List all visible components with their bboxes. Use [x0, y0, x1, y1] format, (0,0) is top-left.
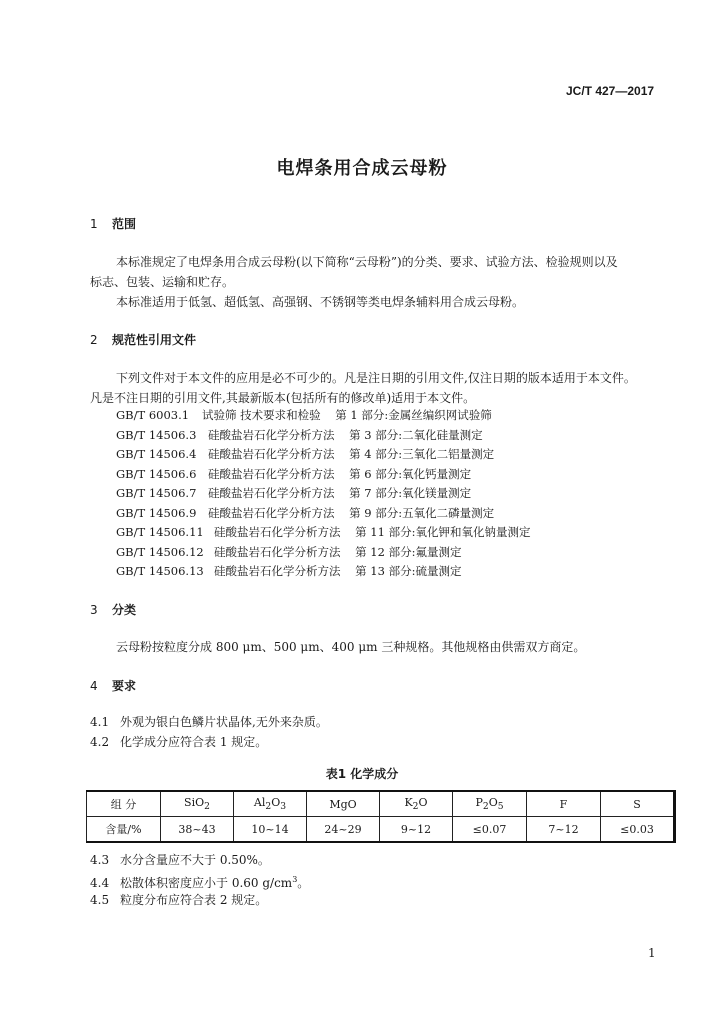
reference-item [116, 484, 530, 504]
formula-text: F [559, 797, 568, 811]
table-cell: ≤0.03 [601, 817, 675, 843]
requirement-text: 外观为银白色鳞片状晶体,无外来杂质。 [120, 715, 328, 729]
scope-paragraph-1-line-2: 标志、包装、运输和贮存。 [90, 275, 235, 289]
formula-text: P [475, 795, 483, 809]
requirement-item [90, 890, 267, 910]
section-number: 1 [90, 217, 98, 231]
reference-item [116, 426, 530, 446]
reference-title: 硅酸盐岩石化学分析方法 [208, 427, 335, 442]
component-s [601, 791, 675, 817]
formula-text: S [633, 797, 641, 811]
reference-item [116, 562, 530, 582]
requirement-number: 4.1 [90, 715, 110, 729]
component-p2o5 [453, 791, 527, 817]
section-heading-scope [90, 215, 136, 232]
requirement-number: 4.4 [90, 876, 110, 890]
scope-paragraph-1-line-1: 本标准规定了电焊条用合成云母粉(以下简称“云母粉”)的分类、要求、试验方法、检验规则以及 [116, 255, 618, 269]
formula-text: O [271, 795, 281, 809]
reference-title: 硅酸盐岩石化学分析方法 [208, 505, 335, 520]
reference-item [116, 406, 530, 426]
superscript: 3 [292, 875, 298, 884]
section-title: 要求 [112, 679, 137, 693]
reference-code: GB/T 14506.4 [116, 447, 197, 461]
reference-part: 第 7 部分:氧化镁量测定 [349, 486, 472, 500]
formula-text: O [488, 795, 498, 809]
reference-item [116, 445, 530, 465]
section-heading-requirements [90, 677, 136, 694]
reference-title: 硅酸盐岩石化学分析方法 [214, 525, 341, 539]
reference-item [116, 504, 530, 524]
section-title: 规范性引用文件 [112, 333, 197, 347]
table-row-header: 组 分 [87, 791, 161, 817]
normative-intro-line-2: 凡是不注日期的引用文件,其最新版本(包括所有的修改单)适用于本文件。 [90, 391, 476, 405]
formula-text: O [418, 795, 428, 809]
reference-part: 第 6 部分:氧化钙量测定 [349, 466, 472, 481]
reference-item [116, 465, 530, 485]
reference-item [116, 543, 530, 563]
formula-subscript: 2 [482, 801, 489, 813]
formula-subscript: 5 [497, 801, 504, 813]
component-f [527, 791, 601, 817]
reference-title: 硅酸盐岩石化学分析方法 [214, 564, 341, 578]
chemical-composition-table [86, 790, 676, 843]
reference-part: 第 9 部分:五氧化二磷量测定 [349, 505, 495, 520]
section-number: 3 [90, 603, 98, 617]
reference-list [116, 406, 530, 582]
reference-title: 试验筛 技术要求和检验 [202, 408, 321, 422]
requirement-text: 水分含量应不大于 0.50%。 [120, 853, 270, 867]
reference-part: 第 12 部分:氟量测定 [355, 544, 462, 559]
table-cell: 7~12 [527, 817, 601, 843]
formula-subscript: 2 [412, 801, 419, 813]
classification-text: 云母粉按粒度分成 800 μm、500 μm、400 μm 三种规格。其他规格由供需双方商定。 [116, 640, 586, 654]
section-title: 分类 [112, 603, 137, 617]
component-mgo [307, 791, 380, 817]
formula-text: Al [253, 795, 266, 809]
requirement-item [90, 732, 267, 752]
reference-item [116, 523, 530, 543]
standard-code: JC/T 427—2017 [566, 84, 655, 98]
reference-code: GB/T 14506.13 [116, 564, 204, 578]
reference-title: 硅酸盐岩石化学分析方法 [214, 544, 341, 559]
reference-part: 第 13 部分:硫量测定 [355, 564, 462, 578]
requirement-text: 松散体积密度应小于 0.60 g/cm [120, 876, 293, 890]
formula-text: MgO [329, 797, 357, 811]
reference-code: GB/T 14506.6 [116, 466, 197, 481]
reference-part: 第 1 部分:金属丝编织网试验筛 [335, 408, 492, 422]
table-cell: 10~14 [234, 817, 307, 843]
reference-code: GB/T 6003.1 [116, 408, 190, 422]
reference-code: GB/T 14506.3 [116, 427, 197, 442]
reference-code: GB/T 14506.7 [116, 486, 197, 500]
formula-text: SiO [184, 795, 205, 809]
section-number: 2 [90, 333, 98, 347]
requirement-text: 化学成分应符合表 1 规定。 [120, 735, 268, 749]
table-header-row [87, 791, 675, 817]
requirement-number: 4.3 [90, 853, 110, 867]
reference-code: GB/T 14506.9 [116, 505, 197, 520]
scope-paragraph-2: 本标准适用于低氢、超低氢、高强钢、不锈钢等类电焊条辅料用合成云母粉。 [116, 295, 525, 309]
table-cell: 24~29 [307, 817, 380, 843]
section-heading-classification [90, 601, 136, 618]
formula-subscript: 3 [280, 801, 287, 813]
requirement-item [90, 712, 328, 732]
component-al2o3 [234, 791, 307, 817]
formula-text: K [404, 795, 413, 809]
reference-title: 硅酸盐岩石化学分析方法 [208, 466, 335, 481]
normative-intro-line-1: 下列文件对于本文件的应用是必不可少的。凡是注日期的引用文件,仅注日期的版本适用于本文件。 [116, 371, 636, 385]
reference-part: 第 11 部分:氧化钾和氧化钠量测定 [355, 525, 531, 539]
section-title: 范围 [112, 217, 137, 231]
table-cell: 9~12 [380, 817, 453, 843]
requirement-number: 4.2 [90, 735, 110, 749]
table-row [87, 817, 675, 843]
component-k2o [380, 791, 453, 817]
page-number: 1 [648, 946, 656, 960]
requirement-text: 粒度分布应符合表 2 规定。 [120, 893, 268, 907]
reference-title: 硅酸盐岩石化学分析方法 [208, 447, 335, 461]
requirement-item [90, 850, 270, 870]
table-cell: 38~43 [161, 817, 234, 843]
formula-subscript: 2 [204, 801, 210, 813]
reference-part: 第 3 部分:二氧化硅量测定 [349, 427, 483, 442]
table-row-label: 含量/% [87, 817, 161, 843]
requirement-number: 4.5 [90, 893, 110, 907]
table-caption: 表1 化学成分 [325, 767, 399, 781]
section-heading-normative-references [90, 331, 196, 348]
reference-code: GB/T 14506.11 [116, 525, 204, 539]
reference-code: GB/T 14506.12 [116, 544, 204, 559]
section-number: 4 [90, 679, 98, 693]
component-sio2 [161, 791, 234, 817]
table-cell: ≤0.07 [453, 817, 527, 843]
document-title: 电焊条用合成云母粉 [276, 158, 448, 179]
formula-subscript: 2 [265, 801, 272, 813]
reference-title: 硅酸盐岩石化学分析方法 [208, 486, 335, 500]
requirement-text-end: 。 [297, 876, 310, 890]
reference-part: 第 4 部分:三氧化二铝量测定 [349, 447, 495, 461]
